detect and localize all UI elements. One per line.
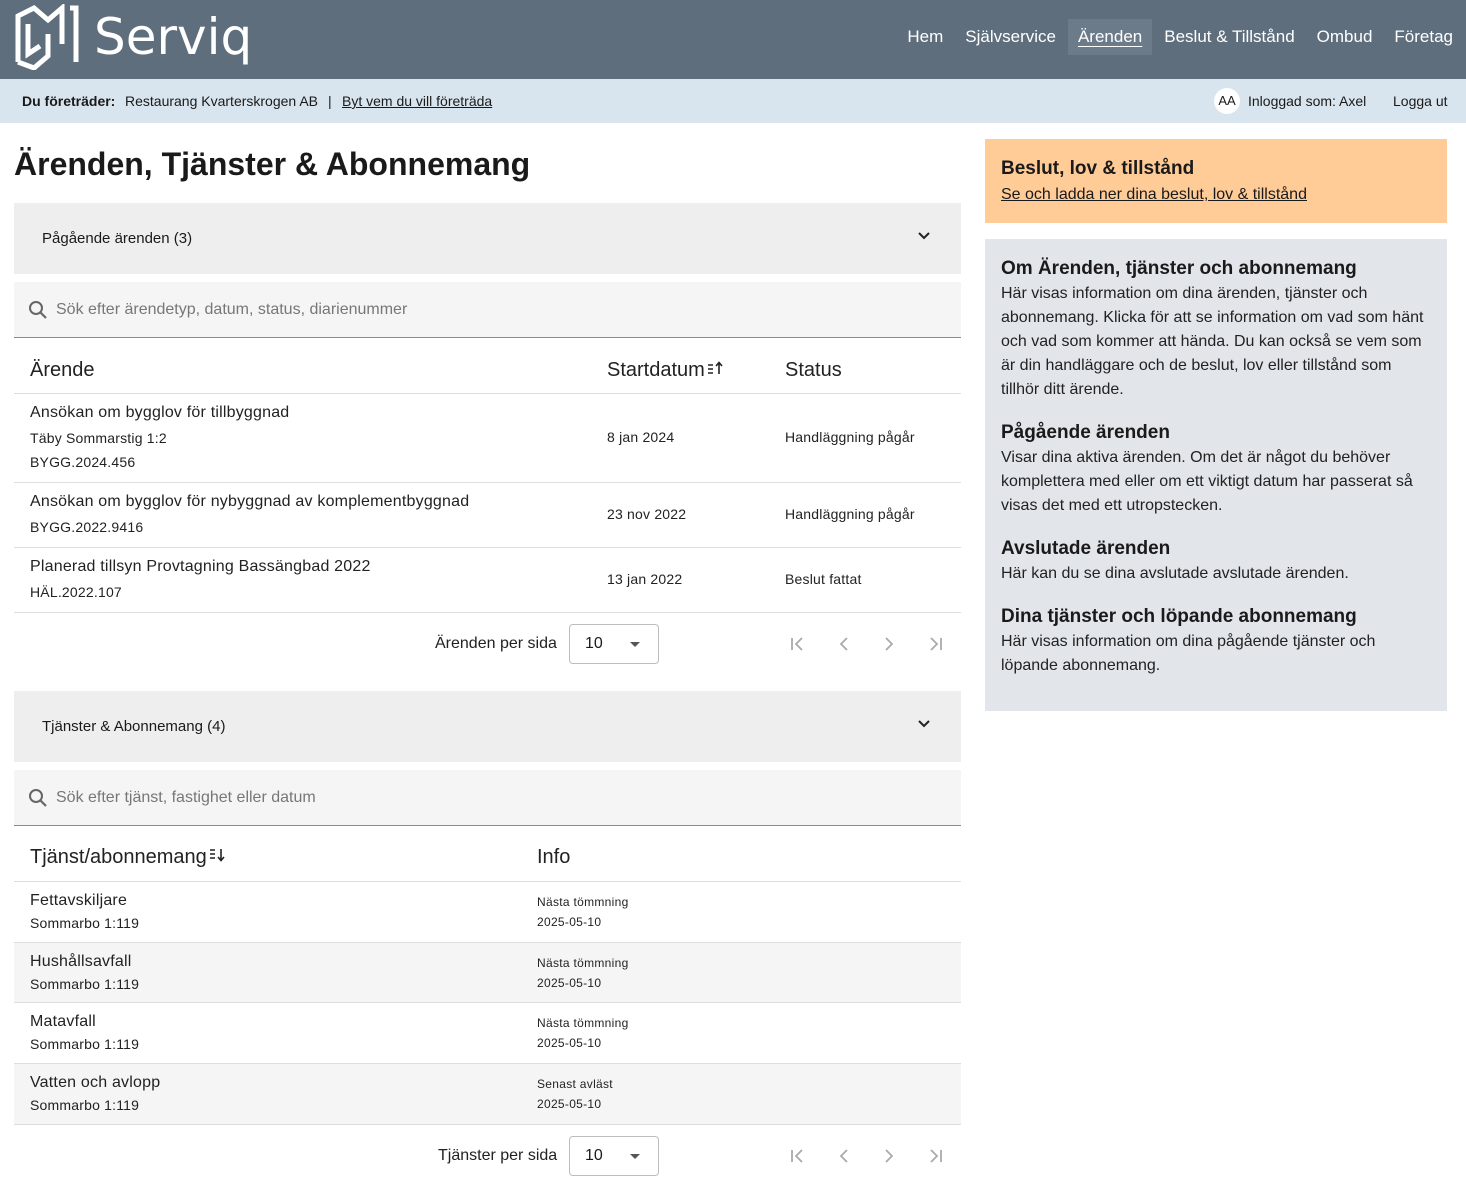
prev-page-icon[interactable] [835,635,853,653]
cases-search [14,282,961,338]
services-label: Tjänster & Abonnemang (4) [42,718,226,735]
info-heading: Om Ärenden, tjänster och abonnemang [1001,258,1357,279]
service-label: Tjänst/abonnemang [30,846,207,868]
case-date: 13 jan 2022 [607,571,683,587]
next-page-icon[interactable] [880,635,898,653]
nav-foretag[interactable]: Företag [1394,27,1453,46]
logo-icon [14,4,80,70]
case-ref: BYGG.2024.456 [30,454,136,470]
logged-in-user: Inloggad som: Axel [1248,93,1367,109]
nav-beslut-tillstand[interactable]: Beslut & Tillstånd [1164,27,1295,46]
service-info-date: 2025-05-10 [537,1036,602,1050]
avatar: AA [1214,88,1240,114]
case-date: 8 jan 2024 [607,429,675,445]
next-page-icon[interactable] [880,1147,898,1165]
service-info-label: Senast avläst [537,1077,613,1091]
services-per-page-value: 10 [585,1147,603,1164]
decisions-card [985,139,1447,223]
service-info-date: 2025-05-10 [537,1097,602,1111]
service-info-label: Nästa tömmning [537,956,629,970]
ongoing-cases-accordion[interactable] [14,203,961,274]
info-heading: Pågående ärenden [1001,422,1170,443]
search-icon [28,788,48,808]
case-ref: HÄL.2022.107 [30,584,122,600]
service-info-date: 2025-05-10 [537,976,602,990]
caret-down-icon [630,642,640,647]
table-row[interactable] [14,394,961,482]
service-name: Hushållsavfall [30,953,132,970]
page-title: Ärenden, Tjänster & Abonnemang [14,146,531,182]
representation-bar [0,79,1466,123]
info-text: Här visas information om dina ärenden, tjänster och abonnemang. Klicka för att se information om vad som hänt och vad som kommer att hända. Du kan också se vem som är din handläggare och de beslut, lov eller tillstånd som tillhör ditt ärende. [1001,285,1424,398]
list-item[interactable] [14,943,961,1002]
caret-down-icon [630,1154,640,1159]
service-property: Sommarbo 1:119 [30,1097,140,1113]
sort-icon [209,847,227,863]
last-page-icon[interactable] [926,635,944,653]
column-header-status: Status [785,359,842,381]
list-item[interactable] [14,882,961,942]
case-title: Planerad tillsyn Provtagning Bassängbad 2022 [30,558,371,575]
cases-search-input[interactable] [56,282,936,337]
logo[interactable] [14,4,80,70]
sort-icon [707,360,725,376]
info-text: Visar dina aktiva ärenden. Om det är något du behöver komplettera med eller om ett viktigt datum har passerat så visas det med ett utropstecken. [1001,449,1413,514]
chevron-down-icon [917,717,931,731]
separator: | [328,93,332,109]
brand-name: Serviq [94,8,253,66]
decisions-link[interactable]: Se och ladda ner dina beslut, lov & tillstånd [1001,186,1307,203]
cases-per-page-label: Ärenden per sida [435,635,557,652]
case-ref: BYGG.2022.9416 [30,519,144,535]
service-info-label: Nästa tömmning [537,1016,629,1030]
service-info-date: 2025-05-10 [537,915,602,929]
info-text: Här kan du se dina avslutade avslutade ärenden. [1001,565,1349,582]
last-page-icon[interactable] [926,1147,944,1165]
services-search-input[interactable] [56,770,936,825]
case-property: Täby Sommarstig 1:2 [30,430,167,446]
service-name: Vatten och avlopp [30,1074,161,1091]
top-header [0,0,1466,79]
nav-sjalvservice[interactable]: Självservice [965,27,1056,46]
service-name: Matavfall [30,1013,96,1030]
switch-representation-link[interactable]: Byt vem du vill företräda [342,93,493,109]
info-heading: Avslutade ärenden [1001,538,1171,559]
case-date: 23 nov 2022 [607,506,687,522]
services-per-page-select[interactable] [569,1136,659,1176]
table-row[interactable] [14,548,961,612]
logout-button[interactable]: Logga ut [1393,93,1448,109]
column-header-service[interactable] [30,846,227,869]
services-search [14,770,961,826]
service-property: Sommarbo 1:119 [30,976,140,992]
prev-page-icon[interactable] [835,1147,853,1165]
case-status: Handläggning pågår [785,429,915,445]
column-header-case[interactable]: Ärende [30,359,95,381]
service-property: Sommarbo 1:119 [30,1036,140,1052]
table-row[interactable] [14,483,961,547]
search-icon [28,300,48,320]
divider [14,1124,961,1125]
nav-hem[interactable]: Hem [907,27,944,46]
column-header-info: Info [537,846,571,868]
represent-label: Du företräder: [22,93,116,109]
cases-per-page-value: 10 [585,635,603,652]
ongoing-cases-label: Pågående ärenden (3) [42,230,193,247]
services-per-page-label: Tjänster per sida [438,1147,558,1164]
case-title: Ansökan om bygglov för tillbyggnad [30,404,290,421]
nav-ombud[interactable]: Ombud [1316,27,1373,46]
first-page-icon[interactable] [789,635,807,653]
cases-per-page-select[interactable] [569,624,659,664]
nav-arenden[interactable]: Ärenden [1068,19,1152,55]
main-nav [895,19,1466,55]
case-status: Handläggning pågår [785,506,915,522]
column-header-startdate[interactable] [607,359,725,382]
represented-company: Restaurang Kvarterskrogen AB [125,93,318,109]
decisions-title: Beslut, lov & tillstånd [1001,158,1195,179]
services-accordion[interactable] [14,691,961,762]
service-info-label: Nästa tömmning [537,895,629,909]
info-text: Här visas information om dina pågående tjänster och löpande abonnemang. [1001,633,1376,674]
case-title: Ansökan om bygglov för nybyggnad av komplementbyggnad [30,493,470,510]
list-item[interactable] [14,1003,961,1063]
info-heading: Dina tjänster och löpande abonnemang [1001,606,1357,627]
info-panel [985,239,1447,711]
service-name: Fettavskiljare [30,892,128,909]
service-property: Sommarbo 1:119 [30,915,140,931]
divider [14,612,961,613]
list-item[interactable] [14,1064,961,1124]
chevron-down-icon [917,229,931,243]
startdate-label: Startdatum [607,359,705,381]
case-status: Beslut fattat [785,571,862,587]
first-page-icon[interactable] [789,1147,807,1165]
